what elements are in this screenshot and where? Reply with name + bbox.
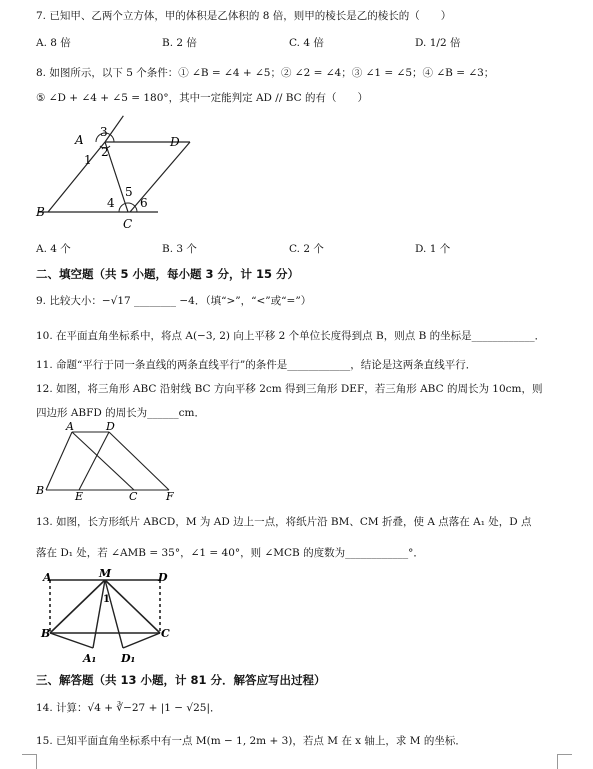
q7-option-c: C. 4 倍 <box>289 37 324 49</box>
q12-label-e: E <box>75 490 84 502</box>
q8-option-d: D. 1 个 <box>415 243 451 255</box>
q7-option-d: D. 1/2 倍 <box>415 37 461 49</box>
section-3-heading: 三、解答题（共 13 小题，计 81 分．解答应写出过程） <box>36 673 326 687</box>
q8-label-5: 5 <box>125 185 133 199</box>
q12-figure <box>34 420 184 502</box>
corner-mark-bottom-right <box>557 754 572 769</box>
q8-label-b: B <box>36 205 45 219</box>
q13-figure <box>38 568 173 668</box>
question-8-line-1: 8. 如图所示，以下 5 个条件：① ∠B = ∠4 + ∠5；② ∠2 = ∠4；③ ∠1 = ∠5；④ ∠B = ∠3； <box>36 67 495 79</box>
q8-figure <box>30 108 210 233</box>
q12-label-f: F <box>166 490 174 502</box>
question-13-line-1: 13. 如图，长方形纸片 ABCD，M 为 AD 边上一点，将纸片沿 BM、CM 折叠，使 A 点落在 A₁ 处，D 点 <box>36 516 532 528</box>
q7-option-a: A. 8 倍 <box>36 37 71 49</box>
question-13-line-2: 落在 D₁ 处，若 ∠AMB = 35°，∠1 = 40°，则 ∠MCB 的度数为____________°． <box>36 547 424 559</box>
q8-label-a: A <box>75 133 84 147</box>
q7-option-b: B. 2 倍 <box>162 37 197 49</box>
section-2-heading: 二、填空题（共 5 小题，每小题 3 分，计 15 分） <box>36 267 300 281</box>
q13-label-d: D <box>158 571 168 584</box>
question-10-text: 10. 在平面直角坐标系中，将点 A(−3, 2) 向上平移 2 个单位长度得到点 B，则点 B 的坐标是____________． <box>36 330 546 342</box>
question-9-text: 9. 比较大小：−√17 ________ −4．（填“>”，“<”或“=”） <box>36 295 312 307</box>
question-14-text: 14. 计算：√4 + ∛−27 + |1 − √25|． <box>36 702 221 714</box>
question-12-line-1: 12. 如图，将三角形 ABC 沿射线 BC 方向平移 2cm 得到三角形 DEF，若三角形 ABC 的周长为 10cm，则 <box>36 383 543 395</box>
question-15-text: 15. 已知平面直角坐标系中有一点 M(m − 1, 2m + 3)，若点 M 在 x 轴上，求 M 的坐标． <box>36 735 466 747</box>
q13-label-a1: A₁ <box>83 652 97 665</box>
q8-label-2: 2 <box>101 145 109 159</box>
q13-label-m: M <box>99 568 112 580</box>
q12-label-b: B <box>36 484 45 497</box>
question-11-text: 11. 命题“平行于同一条直线的两条直线平行”的条件是____________，结论是这两条直线平行． <box>36 359 477 371</box>
q8-label-3: 3 <box>100 125 108 139</box>
question-8-line-2: ⑤ ∠D + ∠4 + ∠5 = 180°，其中一定能判定 AD // BC 的有（ ） <box>36 92 369 104</box>
q12-label-d: D <box>106 420 115 433</box>
q13-label-d1: D₁ <box>121 652 136 665</box>
q13-label-c: C <box>161 627 170 640</box>
q8-label-c: C <box>123 217 133 231</box>
q8-option-c: C. 2 个 <box>289 243 324 255</box>
q13-label-1: 1 <box>103 594 110 605</box>
q8-option-b: B. 3 个 <box>162 243 197 255</box>
q8-label-4: 4 <box>107 196 115 210</box>
q8-label-d: D <box>170 135 180 149</box>
q8-option-a: A. 4 个 <box>36 243 71 255</box>
q12-label-a: A <box>66 420 74 433</box>
q13-label-b: B <box>41 627 51 640</box>
corner-mark-bottom-left <box>22 754 37 769</box>
question-7-text: 7. 已知甲、乙两个立方体，甲的体积是乙体积的 8 倍，则甲的棱长是乙的棱长的（ ） <box>36 10 452 22</box>
q8-label-1: 1 <box>84 153 92 167</box>
q8-label-6: 6 <box>140 196 148 210</box>
question-12-line-2: 四边形 ABFD 的周长为______cm． <box>36 407 206 419</box>
q12-label-c: C <box>129 490 138 502</box>
q13-label-a: A <box>43 571 52 584</box>
